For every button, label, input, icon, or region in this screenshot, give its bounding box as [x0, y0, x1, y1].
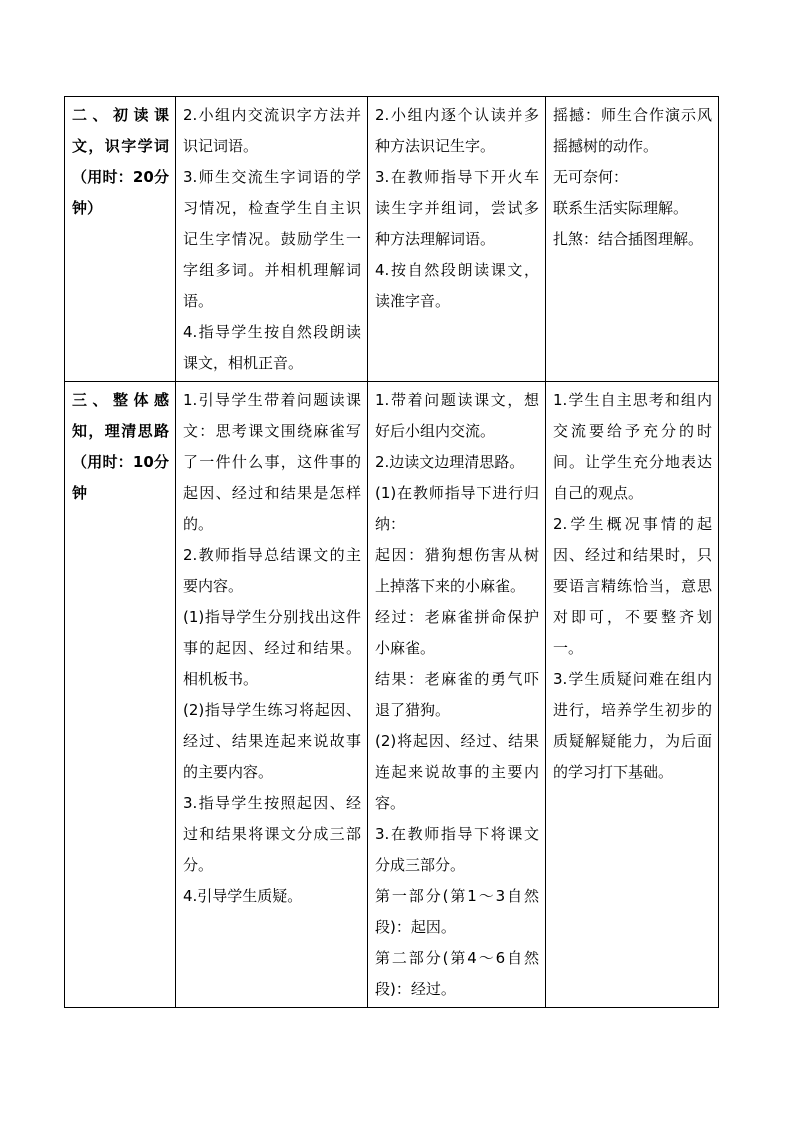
student-step: 第一部分(第1～3自然段)：起因。 — [375, 887, 539, 936]
teacher-step: 3.指导学生按照起因、经过和结果将课文分成三部分。 — [183, 794, 361, 874]
teacher-step: 4.指导学生按自然段朗读课文，相机正音。 — [183, 323, 361, 372]
stage-cell: 二、初读课文，识字学词（用时：20分钟） — [65, 97, 176, 382]
teacher-step: 1.引导学生带着问题读课文：思考课文围绕麻雀写了一件什么事，这件事的起因、经过和结果是怎样的。 — [183, 391, 361, 533]
student-activity-cell — [368, 97, 546, 382]
student-step: 经过：老麻雀拼命保护小麻雀。 — [375, 608, 539, 657]
teacher-step: (2)指导学生练习将起因、经过、结果连起来说故事的主要内容。 — [183, 701, 361, 781]
design-notes-cell — [546, 382, 719, 1008]
teacher-step: 3.师生交流生字词语的学习情况，检查学生自主识记生字情况。鼓励学生一字组多词。并相机理解词语。 — [183, 168, 361, 310]
student-step: (1)在教师指导下进行归纳： — [375, 484, 539, 533]
design-notes-cell — [546, 97, 719, 382]
table-row — [65, 97, 719, 382]
student-step: 第二部分(第4～6自然段)：经过。 — [375, 949, 539, 998]
note-item: 扎煞：结合插图理解。 — [553, 230, 704, 248]
note-item: 1.学生自主思考和组内交流要给予充分的时间。让学生充分地表达自己的观点。 — [553, 391, 712, 502]
lesson-plan-table — [64, 96, 719, 1008]
teacher-step: 4.引导学生质疑。 — [183, 887, 303, 905]
teacher-step: 2.教师指导总结课文的主要内容。 — [183, 546, 361, 595]
teacher-activity-cell — [176, 97, 368, 382]
student-step: 1.带着问题读课文，想好后小组内交流。 — [375, 391, 539, 440]
student-step: 4.按自然段朗读课文，读准字音。 — [375, 261, 539, 310]
note-item: 联系生活实际理解。 — [553, 199, 689, 217]
stage-cell: 三、整体感知，理清思路（用时：10分钟 — [65, 382, 176, 1008]
student-step: 结果：老麻雀的勇气吓退了猎狗。 — [375, 670, 539, 719]
teacher-step: (1)指导学生分别找出这件事的起因、经过和结果。相机板书。 — [183, 608, 361, 688]
student-step: 2.边读文边理清思路。 — [375, 453, 525, 471]
student-step: 起因：猎狗想伤害从树上掉落下来的小麻雀。 — [375, 546, 539, 595]
student-step: (2)将起因、经过、结果连起来说故事的主要内容。 — [375, 732, 539, 812]
teacher-step: 2.小组内交流识字方法并识记词语。 — [183, 106, 361, 155]
note-item: 摇撼：师生合作演示风摇撼树的动作。 — [553, 106, 712, 155]
teacher-activity-cell — [176, 382, 368, 1008]
student-activity-cell — [368, 382, 546, 1008]
student-step: 3.在教师指导下将课文分成三部分。 — [375, 825, 539, 874]
note-item: 3.学生质疑问难在组内进行，培养学生初步的质疑解疑能力，为后面的学习打下基础。 — [553, 670, 712, 781]
student-step: 2.小组内逐个认读并多种方法识记生字。 — [375, 106, 539, 155]
student-step: 3.在教师指导下开火车读生字并组词，尝试多种方法理解词语。 — [375, 168, 539, 248]
note-item: 无可奈何： — [553, 168, 629, 186]
note-item: 2.学生概况事情的起因、经过和结果时，只要语言精练恰当，意思对即可，不要整齐划一。 — [553, 515, 712, 657]
table-row — [65, 382, 719, 1008]
